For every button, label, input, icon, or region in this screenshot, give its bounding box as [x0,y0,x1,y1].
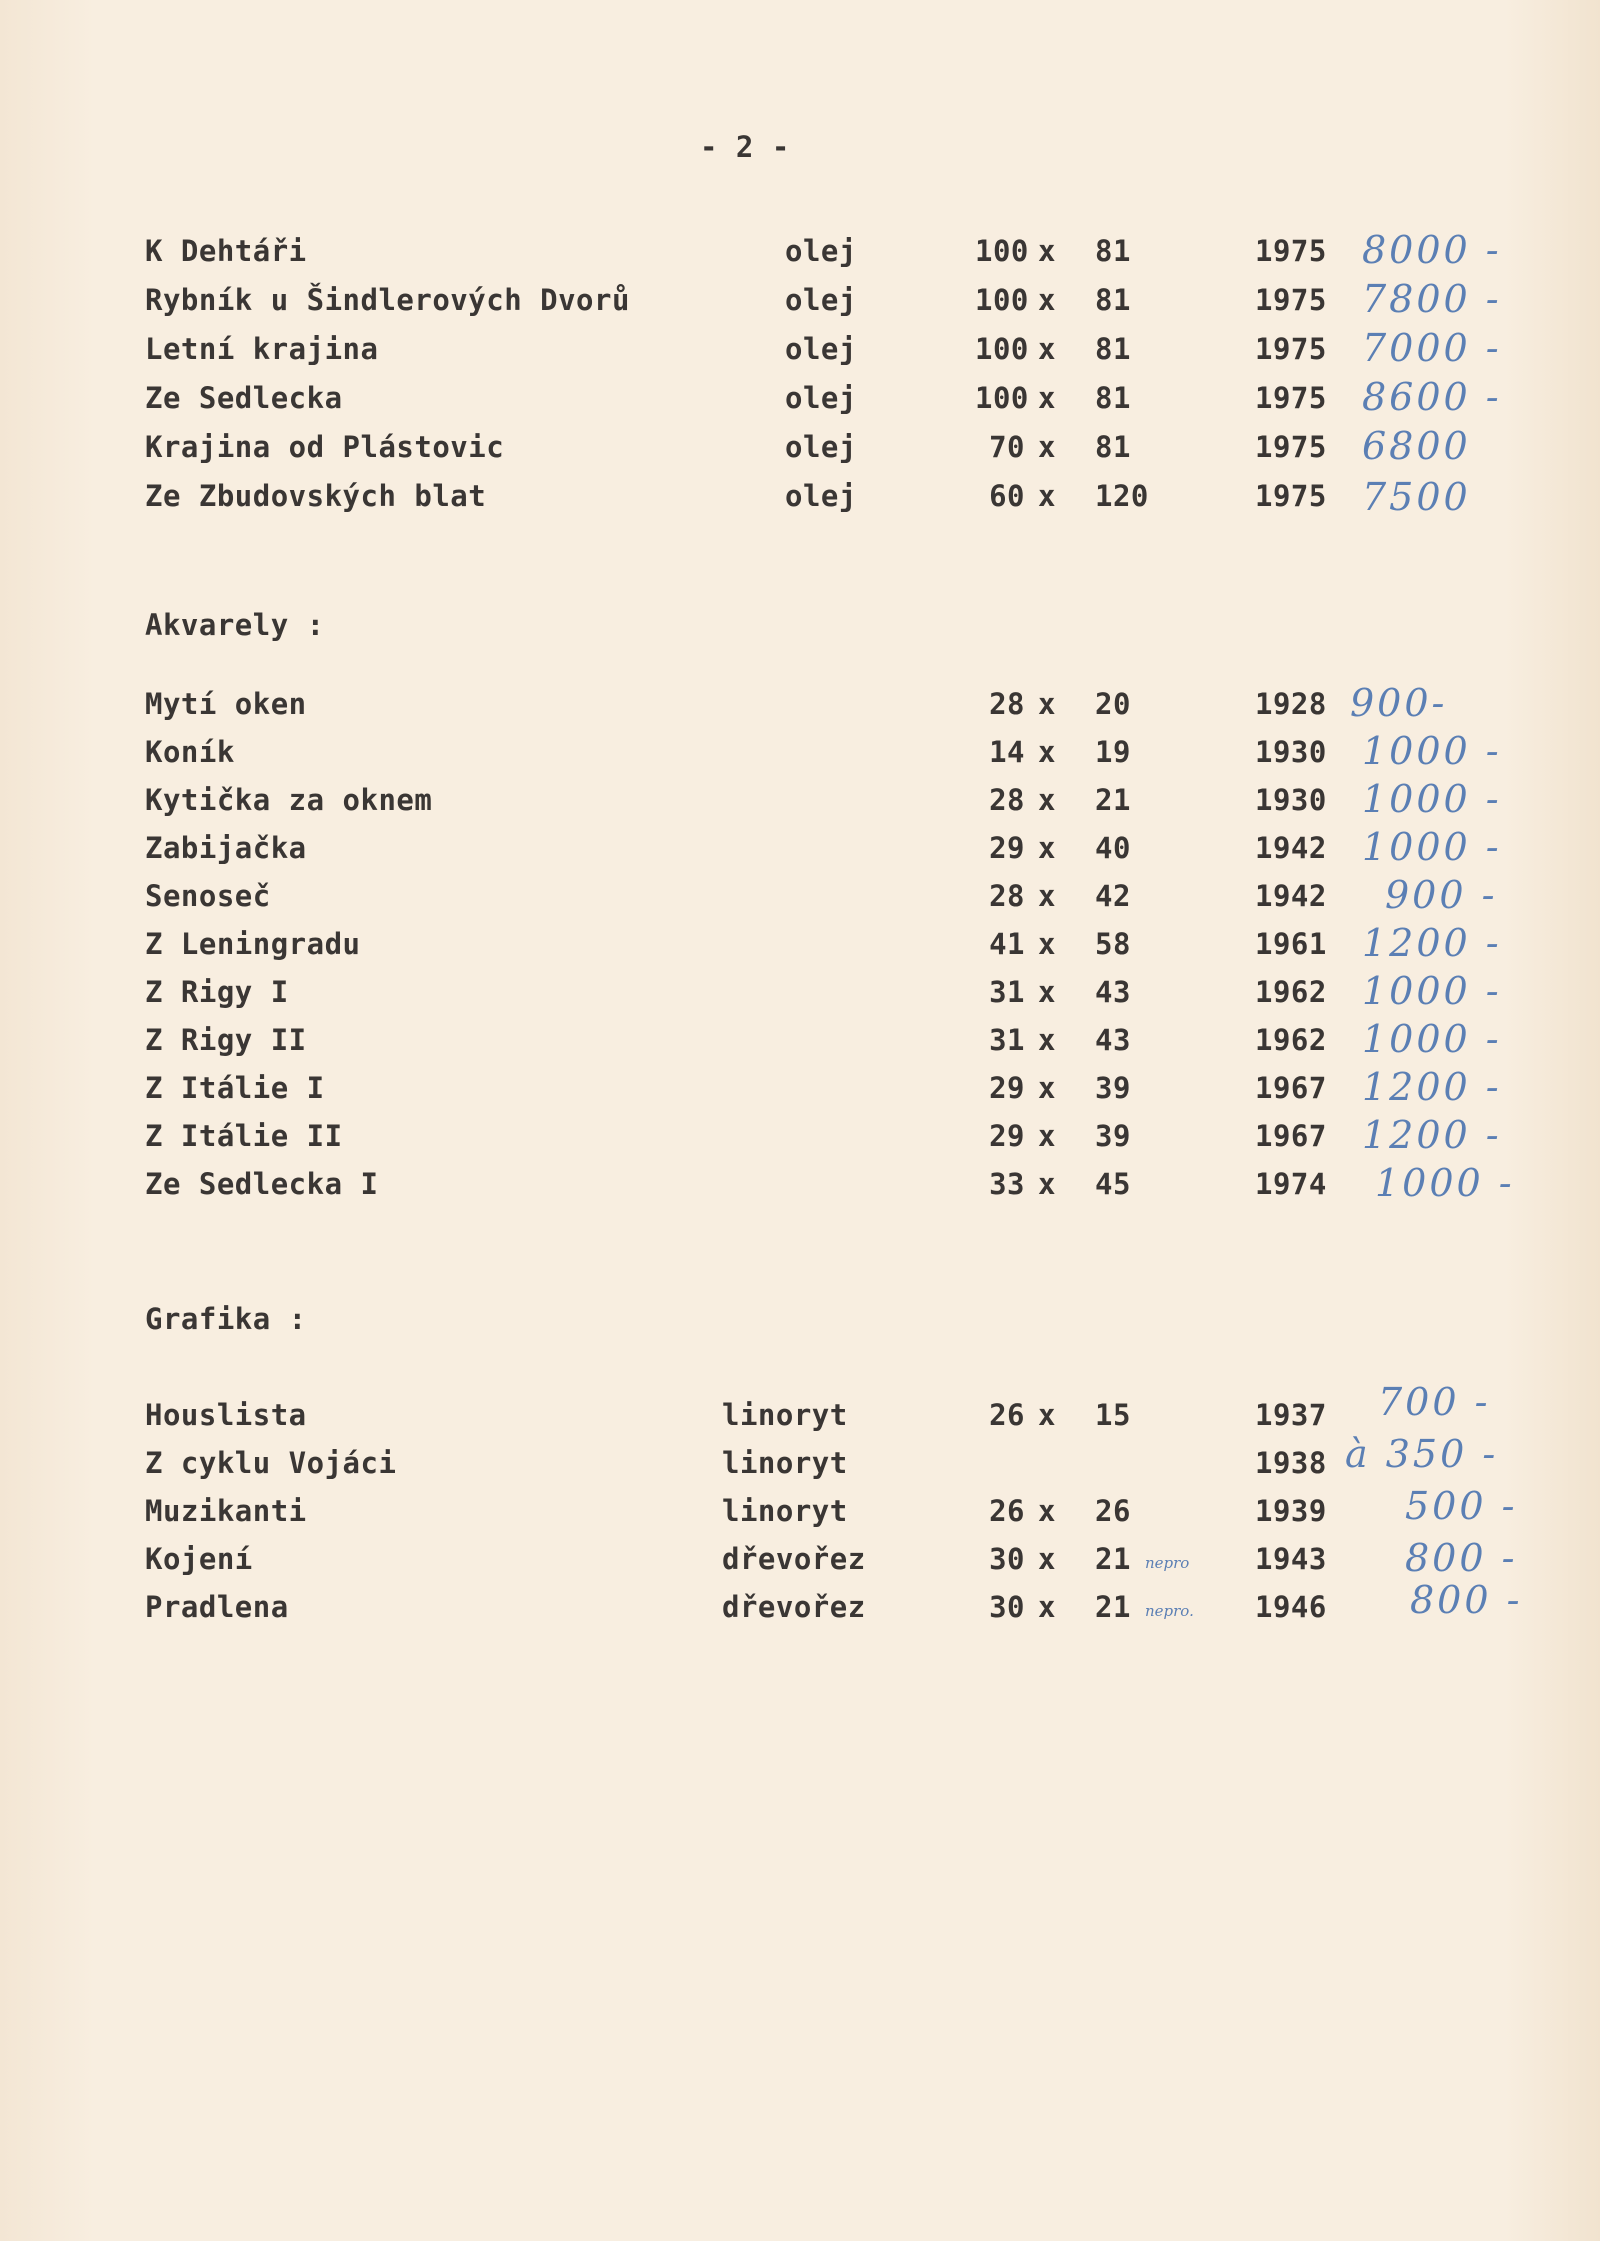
item-width: 29 [989,831,1025,865]
item-times: x [1038,735,1056,769]
item-height: 40 [1095,831,1131,865]
item-times: x [1038,1071,1056,1105]
graphics-heading: Grafika : [145,1302,307,1336]
item-times: x [1038,479,1056,513]
list-item [0,277,1600,331]
item-price-handwritten: 1000 - [1362,825,1502,869]
item-times: x [1038,283,1056,317]
item-technique: olej [785,381,857,415]
item-year: 1975 [1255,381,1327,415]
list-item [0,1432,1600,1494]
item-title: Kytička za oknem [145,783,433,817]
item-width: 100 [975,234,1029,268]
item-year: 1967 [1255,1071,1327,1105]
item-title: Z Rigy I [145,975,289,1009]
item-times: x [1038,381,1056,415]
item-width: 28 [989,879,1025,913]
item-width: 28 [989,687,1025,721]
item-year: 1975 [1255,283,1327,317]
item-height: 21 [1095,783,1131,817]
item-year: 1962 [1255,975,1327,1009]
list-item [0,424,1600,478]
item-year: 1943 [1255,1542,1327,1576]
item-title: Rybník u Šindlerových Dvorů [145,283,630,317]
item-price-handwritten: 1000 - [1362,969,1502,1013]
item-times: x [1038,975,1056,1009]
item-height: 21 [1095,1542,1131,1576]
list-item [0,326,1600,380]
item-title: Z cyklu Vojáci [145,1446,397,1480]
item-title: Zabijačka [145,831,307,865]
item-width: 28 [989,783,1025,817]
item-year: 1939 [1255,1494,1327,1528]
item-price-handwritten: 8000 - [1362,228,1502,272]
list-item [0,1017,1600,1071]
item-year: 1928 [1255,687,1327,721]
item-height: 81 [1095,283,1131,317]
list-item [0,681,1600,735]
item-technique: olej [785,430,857,464]
list-item [0,777,1600,831]
list-item [0,1536,1600,1590]
item-height: 43 [1095,975,1131,1009]
item-times: x [1038,332,1056,366]
item-price-handwritten: 900 - [1385,873,1498,917]
item-times: x [1038,879,1056,913]
item-technique: linoryt [722,1494,848,1528]
item-title: Mytí oken [145,687,307,721]
item-price-handwritten: 1200 - [1362,1065,1502,1109]
item-price-handwritten: 7000 - [1362,326,1502,370]
item-technique: olej [785,283,857,317]
item-price-handwritten: 500 - [1405,1484,1518,1528]
item-price-handwritten: 1000 - [1375,1161,1515,1205]
item-year: 1975 [1255,332,1327,366]
item-title: Muzikanti [145,1494,307,1528]
item-times: x [1038,234,1056,268]
item-price-handwritten: 700 - [1378,1380,1491,1424]
item-times: x [1038,783,1056,817]
item-height: 26 [1095,1494,1131,1528]
item-technique: olej [785,332,857,366]
item-technique: linoryt [722,1398,848,1432]
item-times: x [1038,1398,1056,1432]
list-item [0,969,1600,1023]
item-width: 100 [975,283,1029,317]
item-price-handwritten: 1000 - [1362,1017,1502,1061]
item-price-handwritten: 1000 - [1362,777,1502,821]
item-title: Z Leningradu [145,927,361,961]
item-title: Kojení [145,1542,253,1576]
item-times: x [1038,687,1056,721]
item-price-handwritten: 800 - [1410,1578,1523,1622]
list-item [0,729,1600,783]
item-height: 42 [1095,879,1131,913]
item-title: Pradlena [145,1590,289,1624]
item-year: 1962 [1255,1023,1327,1057]
item-height: 20 [1095,687,1131,721]
item-year: 1975 [1255,234,1327,268]
item-times: x [1038,927,1056,961]
item-price-handwritten: 1000 - [1362,729,1502,773]
item-title: Senoseč [145,879,271,913]
item-height: 45 [1095,1167,1131,1201]
item-width: 70 [989,430,1025,464]
item-height: 58 [1095,927,1131,961]
item-width: 100 [975,332,1029,366]
item-title: Krajina od Plástovic [145,430,505,464]
item-year: 1967 [1255,1119,1327,1153]
item-height: 81 [1095,430,1131,464]
watercolors-heading: Akvarely : [145,608,325,642]
item-technique: dřevořez [722,1542,866,1576]
item-width: 26 [989,1398,1025,1432]
list-item [0,1113,1600,1167]
item-note-handwritten: nepro [1145,1554,1190,1572]
item-title: Z Itálie II [145,1119,343,1153]
item-times: x [1038,1590,1056,1624]
item-year: 1942 [1255,879,1327,913]
item-note-handwritten: nepro. [1145,1602,1194,1620]
item-width: 30 [989,1542,1025,1576]
list-item [0,375,1600,429]
item-year: 1975 [1255,479,1327,513]
item-times: x [1038,430,1056,464]
item-year: 1937 [1255,1398,1327,1432]
item-technique: olej [785,479,857,513]
item-height: 21 [1095,1590,1131,1624]
list-item [0,1065,1600,1119]
item-width: 30 [989,1590,1025,1624]
item-year: 1946 [1255,1590,1327,1624]
item-times: x [1038,1023,1056,1057]
item-title: Z Itálie I [145,1071,325,1105]
list-item [0,1578,1600,1638]
item-technique: olej [785,234,857,268]
item-width: 29 [989,1071,1025,1105]
item-height: 81 [1095,234,1131,268]
list-item [0,475,1600,527]
list-item [0,1484,1600,1542]
item-title: Ze Sedlecka [145,381,343,415]
item-width: 60 [989,479,1025,513]
item-height: 39 [1095,1119,1131,1153]
item-times: x [1038,831,1056,865]
item-times: x [1038,1119,1056,1153]
item-width: 33 [989,1167,1025,1201]
item-title: Letní krajina [145,332,379,366]
item-year: 1942 [1255,831,1327,865]
item-height: 15 [1095,1398,1131,1432]
list-item [0,921,1600,975]
item-width: 31 [989,1023,1025,1057]
item-year: 1961 [1255,927,1327,961]
item-year: 1930 [1255,735,1327,769]
item-price-handwritten: 6800 [1362,424,1471,468]
item-year: 1974 [1255,1167,1327,1201]
item-title: Koník [145,735,235,769]
item-price-handwritten: 1200 - [1362,921,1502,965]
item-times: x [1038,1494,1056,1528]
item-width: 14 [989,735,1025,769]
item-title: Ze Zbudovských blat [145,479,487,513]
list-item [0,228,1600,282]
item-price-handwritten: 7800 - [1362,277,1502,321]
item-technique: dřevořez [722,1590,866,1624]
item-height: 19 [1095,735,1131,769]
list-item [0,825,1600,879]
item-times: x [1038,1167,1056,1201]
item-year: 1975 [1255,430,1327,464]
item-width: 31 [989,975,1025,1009]
item-title: Ze Sedlecka I [145,1167,379,1201]
item-price-handwritten: 7500 [1362,475,1471,519]
item-height: 81 [1095,381,1131,415]
item-technique: linoryt [722,1446,848,1480]
item-height: 81 [1095,332,1131,366]
page-number: - 2 - [700,130,790,164]
item-times: x [1038,1542,1056,1576]
item-width: 41 [989,927,1025,961]
item-height: 39 [1095,1071,1131,1105]
list-item [0,873,1600,927]
item-price-handwritten: 8600 - [1362,375,1502,419]
item-year: 1930 [1255,783,1327,817]
item-title: Houslista [145,1398,307,1432]
item-height: 43 [1095,1023,1131,1057]
item-price-handwritten: à 350 - [1345,1432,1499,1476]
list-item [0,1161,1600,1215]
item-title: K Dehtáři [145,234,307,268]
item-year: 1938 [1255,1446,1327,1480]
item-height: 120 [1095,479,1149,513]
item-price-handwritten: 1200 - [1362,1113,1502,1157]
item-width: 29 [989,1119,1025,1153]
item-price-handwritten: 900- [1350,681,1448,725]
item-width: 26 [989,1494,1025,1528]
item-width: 100 [975,381,1029,415]
item-price-handwritten: 800 - [1405,1536,1518,1580]
item-title: Z Rigy II [145,1023,307,1057]
